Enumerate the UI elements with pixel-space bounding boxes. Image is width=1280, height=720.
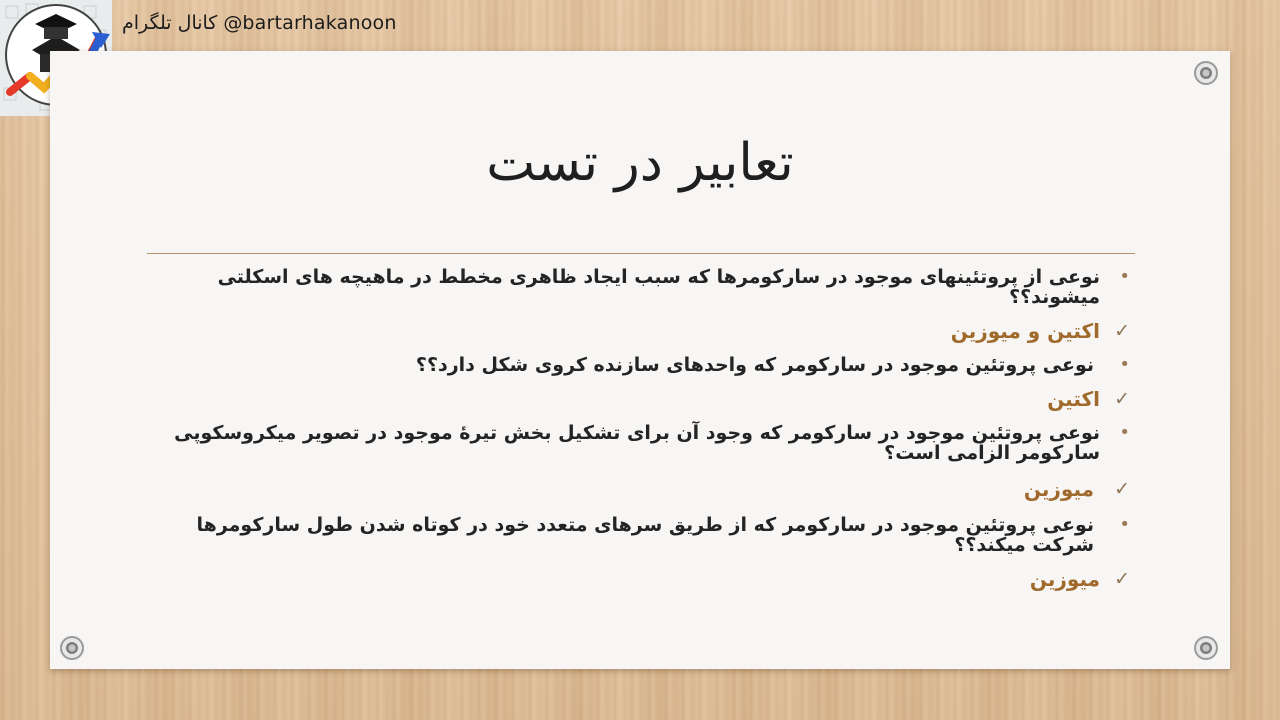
answer-text: اکتین xyxy=(1047,387,1100,411)
question-text: نوعی پروتئین موجود در سارکومر که واحدهای سازنده کروی شکل دارد؟؟ xyxy=(415,354,1094,376)
question-item xyxy=(140,515,1140,555)
checkmark-icon: ✓ xyxy=(1114,568,1130,590)
question-list xyxy=(140,265,1140,589)
slide-card xyxy=(50,51,1230,669)
pin-icon xyxy=(1193,60,1219,86)
question-text: نوعی پروتئین موجود در سارکومر که از طریق سرهای متعدد خود در کوتاه شدن طول سارکومرها شرکت میکند؟؟ xyxy=(196,514,1094,556)
answer-text: اکتین و میوزین xyxy=(950,319,1100,343)
checkmark-icon: ✓ xyxy=(1114,320,1130,342)
bullet-icon: • xyxy=(1119,514,1130,535)
title-divider xyxy=(147,253,1135,254)
question-text: نوعی پروتئین موجود در سارکومر که وجود آن برای تشکیل بخش تیرۀ موجود در تصویر میکروسکوپی سارکومر الزامی است؟ xyxy=(174,422,1100,464)
bullet-icon: • xyxy=(1119,422,1130,443)
bullet-icon: • xyxy=(1119,354,1130,375)
checkmark-icon: ✓ xyxy=(1114,478,1130,500)
bullet-icon: • xyxy=(1119,266,1130,287)
answer-item xyxy=(140,389,1140,409)
checkmark-icon: ✓ xyxy=(1114,388,1130,410)
question-item xyxy=(140,355,1140,375)
question-text: نوعی از پروتئینهای موجود در سارکومرها که سبب ایجاد ظاهری مخطط در ماهیچه های اسکلتی میشوند؟؟ xyxy=(217,266,1100,308)
answer-item xyxy=(140,321,1140,341)
question-item xyxy=(140,267,1140,307)
channel-label: کانال تلگرام @bartarhakanoon xyxy=(122,12,397,34)
slide-title: تعابیر در تست xyxy=(486,133,794,193)
answer-item xyxy=(140,569,1140,589)
answer-item xyxy=(140,479,1140,499)
question-item xyxy=(140,423,1140,463)
answer-text: میوزین xyxy=(1023,477,1094,501)
answer-text: میوزین xyxy=(1029,567,1100,591)
pin-icon xyxy=(1193,635,1219,661)
pin-icon xyxy=(59,635,85,661)
